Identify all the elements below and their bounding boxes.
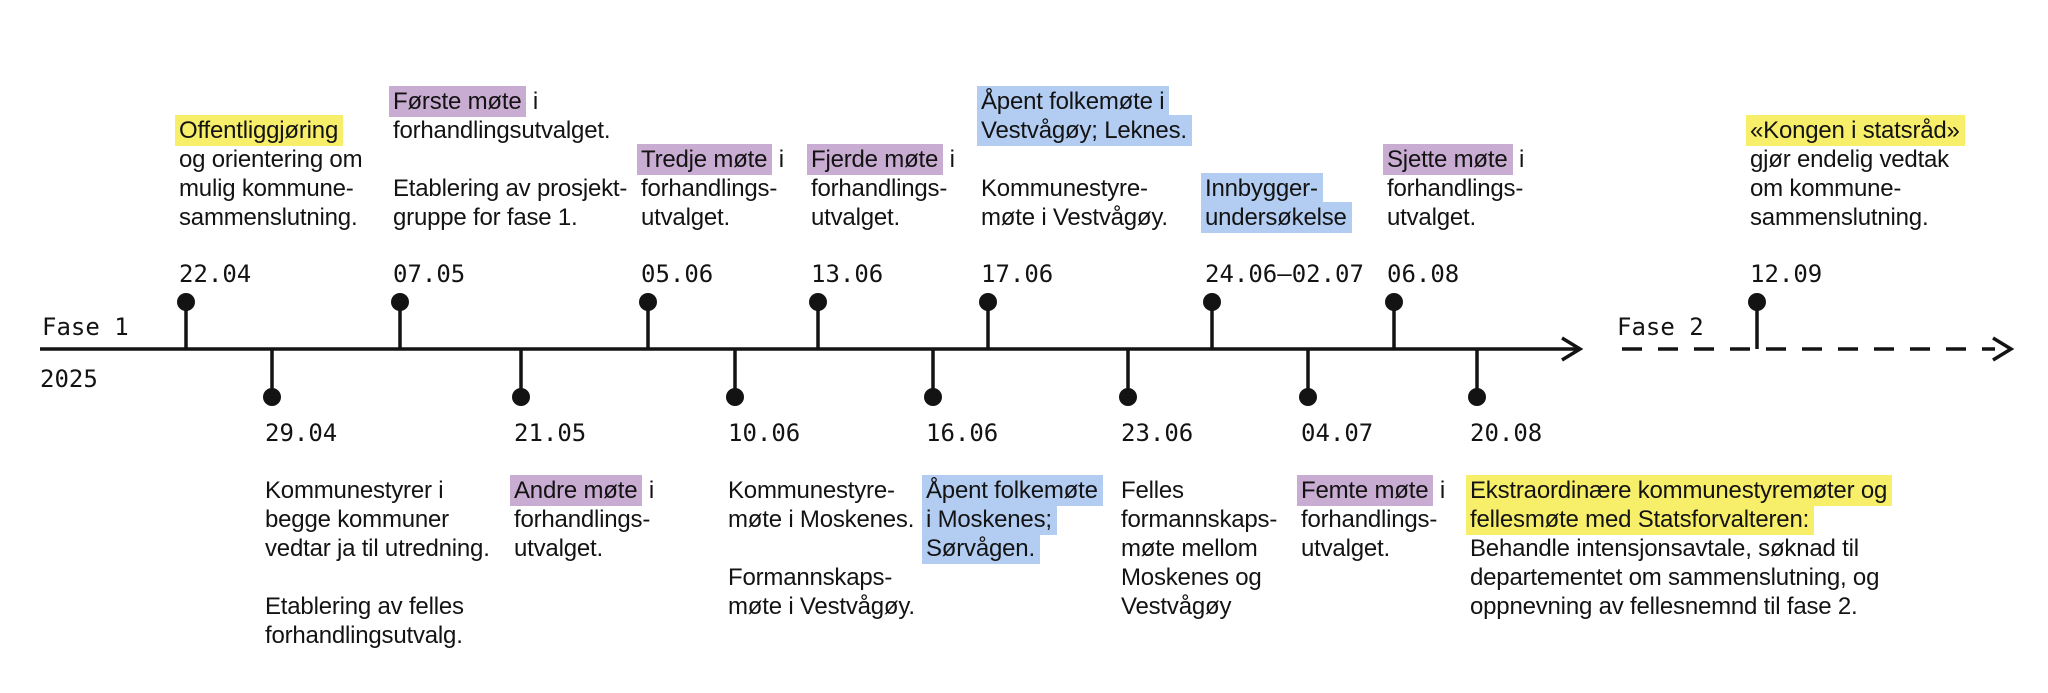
- event-description-line: [393, 116, 610, 145]
- timeline-event: [1121, 419, 1277, 621]
- event-dot: [391, 293, 409, 311]
- event-date: 05.06: [641, 260, 714, 288]
- event-dot: [809, 293, 827, 311]
- event-description-line: [179, 145, 362, 174]
- plain-text: utvalget.: [811, 204, 900, 231]
- plain-text: i: [1512, 146, 1525, 173]
- event-description-line: [981, 174, 1148, 203]
- event-description: [393, 87, 627, 232]
- plain-text: forhandlings-: [1301, 506, 1438, 533]
- plain-text: forhandlingsutvalg.: [265, 622, 463, 649]
- event-description: [179, 116, 362, 232]
- event-description: [1750, 116, 1965, 232]
- highlighted-text: Åpent folkemøte: [922, 475, 1103, 506]
- event-description-line: [1750, 116, 1965, 145]
- event-date: 07.05: [393, 260, 466, 288]
- event-dot: [512, 388, 530, 406]
- highlighted-text: Innbygger-: [1201, 173, 1323, 204]
- event-description-line: [926, 534, 1040, 563]
- plain-text: Moskenes og: [1121, 564, 1262, 591]
- plain-text: Vestvågøy: [1121, 593, 1232, 620]
- event-description-line: [393, 203, 578, 232]
- event-dot: [263, 388, 281, 406]
- event-dot: [979, 293, 997, 311]
- event-description: [1387, 145, 1524, 232]
- highlighted-text: Andre møte: [510, 475, 642, 506]
- event-description-line: [1301, 534, 1390, 563]
- event-description: [1470, 476, 1892, 621]
- event-description-line: [514, 505, 650, 534]
- event-description-line: [265, 621, 463, 650]
- event-description-line: [514, 534, 603, 563]
- event-date: 21.05: [514, 419, 587, 447]
- event-date: 29.04: [265, 419, 338, 447]
- plain-text: vedtar ja til utredning.: [265, 535, 490, 562]
- highlighted-text: Vestvågøy; Leknes.: [977, 115, 1192, 146]
- event-description-line: [641, 203, 730, 232]
- plain-text: i: [526, 88, 539, 115]
- plain-text: Behandle intensjonsavtale, søknad til: [1470, 535, 1859, 562]
- phase2-arrowhead-icon: [1993, 338, 2011, 360]
- plain-text: møte mellom: [1121, 535, 1258, 562]
- event-description-line: [641, 174, 777, 203]
- highlighted-text: Ekstraordinære kommunestyremøter og: [1466, 475, 1892, 506]
- plain-text: Etablering av prosjekt-: [393, 175, 628, 202]
- plain-text: oppnevning av fellesnemnd til fase 2.: [1470, 593, 1858, 620]
- event-date: 17.06: [981, 260, 1054, 288]
- event-description-line: [265, 505, 449, 534]
- event-dot: [177, 293, 195, 311]
- event-description: [265, 476, 490, 650]
- event-date: 23.06: [1121, 419, 1194, 447]
- timeline-event: [811, 145, 955, 288]
- plain-text: i: [642, 477, 654, 504]
- event-dot: [1468, 388, 1486, 406]
- plain-text: utvalget.: [1387, 204, 1476, 231]
- event-description-line: [811, 174, 947, 203]
- event-description-line: [1750, 203, 1928, 232]
- event-description-line: [1205, 203, 1352, 232]
- event-description-line: [811, 203, 900, 232]
- event-description-line: [728, 505, 914, 534]
- event-date: 10.06: [728, 419, 801, 447]
- plain-text: Kommunestyre-: [981, 175, 1148, 202]
- event-description: [641, 145, 784, 232]
- plain-text: departementet om sammenslutning, og: [1470, 564, 1880, 591]
- event-description-line: [1750, 145, 1949, 174]
- highlighted-text: Første møte: [389, 86, 526, 117]
- event-dot: [1119, 388, 1137, 406]
- event-description: [1301, 476, 1445, 563]
- event-description-line: [393, 174, 627, 203]
- event-date: 24.06–02.07: [1205, 260, 1364, 288]
- timeline-event: [1470, 419, 1892, 621]
- timeline-event: [641, 145, 784, 288]
- event-description-line: [728, 592, 915, 621]
- timeline-event: [1750, 116, 1965, 288]
- event-description: [728, 476, 915, 621]
- event-description: [981, 87, 1192, 232]
- event-description-line: [728, 476, 895, 505]
- plain-text: Felles: [1121, 477, 1184, 504]
- event-description-line: [981, 87, 1169, 116]
- plain-text: utvalget.: [514, 535, 603, 562]
- timeline-event: [728, 419, 915, 621]
- plain-text: sammenslutning.: [1750, 204, 1929, 231]
- event-description-line: [1121, 476, 1184, 505]
- plain-text: i: [772, 146, 784, 173]
- phase2-label: Fase 2: [1617, 313, 1704, 341]
- highlighted-text: Offentliggjøring: [175, 115, 343, 146]
- plain-text: møte i Moskenes.: [728, 506, 915, 533]
- event-description-line: [811, 145, 955, 174]
- event-date: 12.09: [1750, 260, 1823, 288]
- event-description-line: [641, 145, 784, 174]
- plain-text: mulig kommune-: [179, 175, 354, 202]
- event-description-line: [1301, 476, 1445, 505]
- event-description-line: [1121, 505, 1277, 534]
- event-description-line: [1470, 476, 1892, 505]
- highlighted-text: Fjerde møte: [807, 144, 943, 175]
- event-description-line: [981, 116, 1192, 145]
- plain-text: forhandlings-: [641, 175, 778, 202]
- event-date: 16.06: [926, 419, 999, 447]
- event-description-line: [1470, 592, 1858, 621]
- plain-text: i: [1433, 477, 1445, 504]
- event-description-line: [926, 476, 1103, 505]
- event-description-line: [265, 592, 464, 621]
- highlighted-text: fellesmøte med Statsforvalteren:: [1466, 504, 1814, 535]
- highlighted-text: Sørvågen.: [922, 533, 1040, 564]
- plain-text: forhandlingsutvalget.: [393, 117, 611, 144]
- event-date: 04.07: [1301, 419, 1374, 447]
- plain-text: forhandlings-: [811, 175, 948, 202]
- plain-text: Kommunestyrer i: [265, 477, 444, 504]
- event-date: 13.06: [811, 260, 884, 288]
- highlighted-text: Tredje møte: [637, 144, 772, 175]
- event-description: [926, 476, 1103, 563]
- event-description-line: [1470, 563, 1879, 592]
- timeline-event: [514, 419, 654, 563]
- event-description-line: [265, 534, 490, 563]
- highlighted-text: Femte møte: [1297, 475, 1433, 506]
- event-description: [514, 476, 654, 563]
- event-description-line: [1301, 505, 1437, 534]
- year-label: 2025: [40, 365, 98, 393]
- highlighted-text: «Kongen i statsråd»: [1746, 115, 1965, 146]
- highlighted-text: Sjette møte: [1383, 144, 1513, 175]
- event-description-line: [1470, 505, 1814, 534]
- event-description-line: [1121, 592, 1231, 621]
- event-dot: [1299, 388, 1317, 406]
- plain-text: utvalget.: [641, 204, 730, 231]
- event-description-line: [728, 563, 892, 592]
- plain-text: om kommune-: [1750, 175, 1902, 202]
- event-description-line: [1750, 174, 1901, 203]
- event-description-line: [1387, 174, 1523, 203]
- event-description-line: [1121, 563, 1262, 592]
- event-dot: [1385, 293, 1403, 311]
- event-description-line: [1205, 174, 1323, 203]
- event-description-line: [1387, 145, 1524, 174]
- event-description-line: [265, 476, 443, 505]
- event-description-line: [179, 203, 357, 232]
- event-description-line: [514, 476, 654, 505]
- phase1-label: Fase 1: [42, 313, 129, 341]
- event-description-line: [179, 116, 343, 145]
- event-dot: [1748, 293, 1766, 311]
- plain-text: Kommunestyre-: [728, 477, 895, 504]
- event-description-line: [1121, 534, 1257, 563]
- plain-text: gruppe for fase 1.: [393, 204, 578, 231]
- highlighted-text: undersøkelse: [1201, 202, 1352, 233]
- event-description-line: [393, 87, 538, 116]
- plain-text: Etablering av felles: [265, 593, 464, 620]
- plain-text: formannskaps-: [1121, 506, 1278, 533]
- timeline-event: [265, 419, 490, 650]
- plain-text: møte i Vestvågøy.: [728, 593, 915, 620]
- event-description: [1205, 174, 1352, 232]
- event-date: 22.04: [179, 260, 252, 288]
- plain-text: møte i Vestvågøy.: [981, 204, 1168, 231]
- timeline-event: [1301, 419, 1445, 563]
- timeline-event: [1205, 174, 1364, 288]
- plain-text: sammenslutning.: [179, 204, 358, 231]
- event-dot: [1203, 293, 1221, 311]
- timeline-event: [179, 116, 362, 288]
- event-dot: [726, 388, 744, 406]
- event-description-line: [981, 203, 1168, 232]
- plain-text: utvalget.: [1301, 535, 1390, 562]
- event-description: [1121, 476, 1277, 621]
- event-date: 20.08: [1470, 419, 1543, 447]
- plain-text: og orientering om: [179, 146, 363, 173]
- timeline-event: [926, 419, 1103, 563]
- highlighted-text: Åpent folkemøte i: [977, 86, 1169, 117]
- plain-text: forhandlings-: [1387, 175, 1524, 202]
- event-dot: [639, 293, 657, 311]
- event-description-line: [179, 174, 354, 203]
- plain-text: i: [943, 146, 955, 173]
- plain-text: forhandlings-: [514, 506, 651, 533]
- timeline-event: [393, 87, 627, 288]
- event-dot: [924, 388, 942, 406]
- event-description-line: [1470, 534, 1859, 563]
- highlighted-text: i Moskenes;: [922, 504, 1057, 535]
- event-description-line: [1387, 203, 1476, 232]
- event-description: [811, 145, 955, 232]
- plain-text: gjør endelig vedtak: [1750, 146, 1949, 173]
- timeline-event: [981, 87, 1192, 288]
- event-description-line: [926, 505, 1057, 534]
- plain-text: Formannskaps-: [728, 564, 893, 591]
- plain-text: begge kommuner: [265, 506, 449, 533]
- timeline-event: [1387, 145, 1524, 288]
- event-date: 06.08: [1387, 260, 1460, 288]
